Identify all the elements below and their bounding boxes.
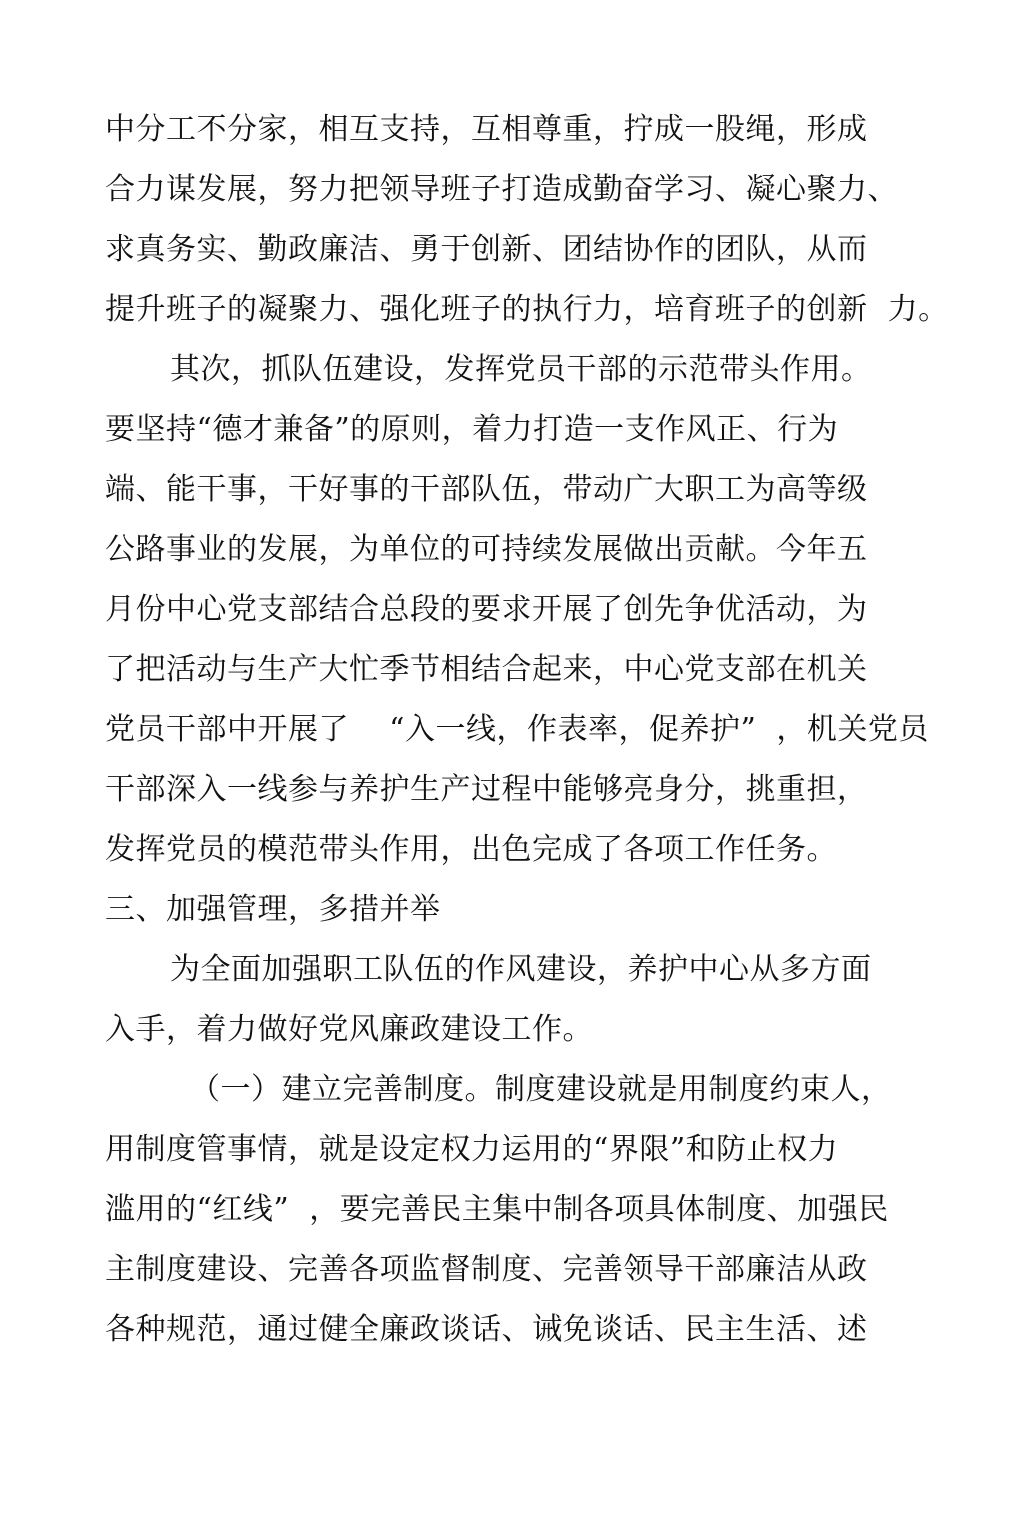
paragraph-first-line: 为全面加强职工队伍的作风建设，养护中心从多方面 <box>170 952 872 987</box>
text-line: 滥用的“红线” ，要完善民主集中制各项具体制度、加强民 <box>105 1192 889 1227</box>
text-line: 月份中心党支部结合总段的要求开展了创先争优活动，为 <box>105 592 868 627</box>
text-line: 求真务实、勤政廉洁、勇于创新、团结协作的团队，从而 <box>105 232 868 267</box>
text-line: 提升班子的凝聚力、强化班子的执行力，培育班子的创新 力。 <box>105 292 949 327</box>
paragraph-first-line: 其次，抓队伍建设，发挥党员干部的示范带头作用。 <box>170 352 872 387</box>
text-line: 主制度建设、完善各项监督制度、完善领导干部廉洁从政 <box>105 1252 868 1287</box>
text-line: 党员干部中开展了 “入一线，作表率，促养护” ，机关党员 <box>105 712 929 747</box>
section-heading: 三、加强管理，多措并举 <box>105 892 441 927</box>
text-line: 中分工不分家，相互支持，互相尊重，拧成一股绳，形成 <box>105 112 868 147</box>
text-line: 各种规范，通过健全廉政谈话、诫免谈话、民主生活、述 <box>105 1312 868 1347</box>
text-line: 用制度管事情，就是设定权力运用的“界限”和防止权力 <box>105 1132 839 1167</box>
text-line: 干部深入一线参与养护生产过程中能够亮身分，挑重担， <box>105 772 868 807</box>
text-line: 公路事业的发展，为单位的可持续发展做出贡献。今年五 <box>105 532 868 567</box>
text-line: 入手，着力做好党风廉政建设工作。 <box>105 1012 593 1047</box>
subsection-first-line: （一）建立完善制度。制度建设就是用制度约束人， <box>190 1072 892 1107</box>
text-line: 要坚持“德才兼备”的原则，着力打造一支作风正、行为 <box>105 412 839 447</box>
text-line: 合力谋发展，努力把领导班子打造成勤奋学习、凝心聚力、 <box>105 172 898 207</box>
text-line: 发挥党员的模范带头作用，出色完成了各项工作任务。 <box>105 832 837 867</box>
text-line: 端、能干事，干好事的干部队伍，带动广大职工为高等级 <box>105 472 868 507</box>
text-line: 了把活动与生产大忙季节相结合起来，中心党支部在机关 <box>105 652 868 687</box>
